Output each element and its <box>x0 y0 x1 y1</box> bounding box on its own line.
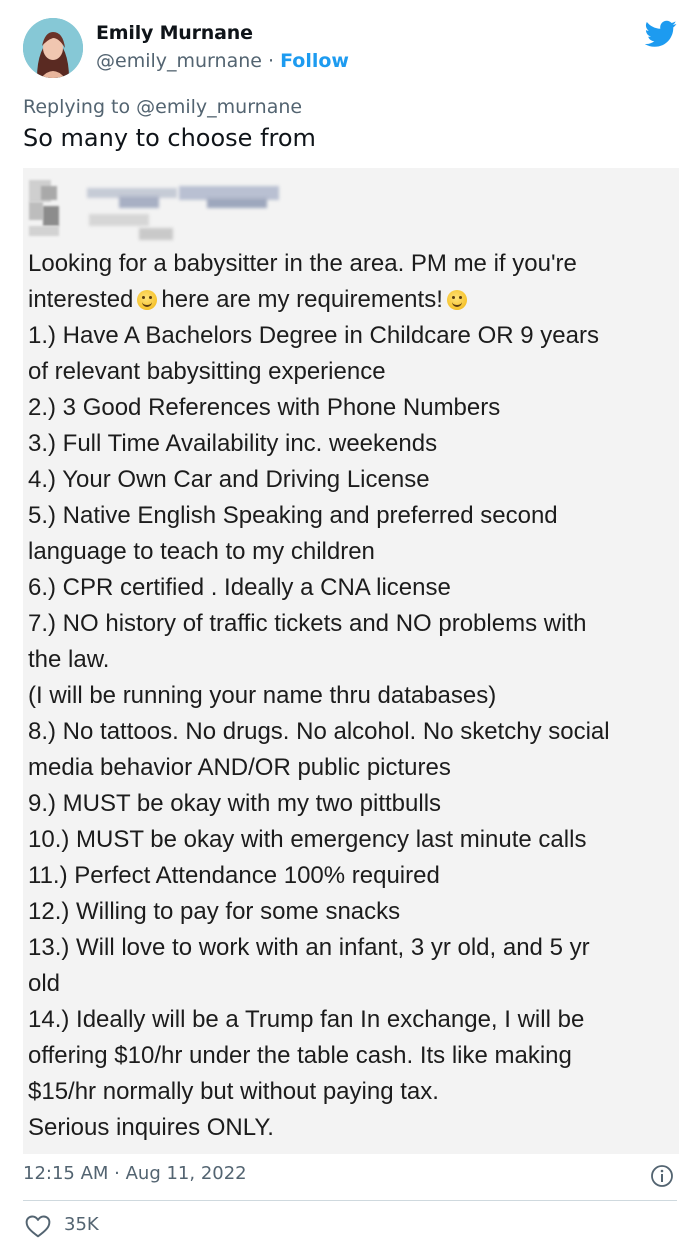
post-line: Looking for a babysitter in the area. PM me if you're <box>28 250 577 277</box>
separator-dot: · <box>261 50 281 72</box>
heart-icon[interactable] <box>25 1214 51 1238</box>
reply-mention-link[interactable]: @emily_murnane <box>136 96 303 118</box>
post-line: 11.) Perfect Attendance 100% required <box>28 862 440 889</box>
post-line: old <box>28 970 61 997</box>
post-line: (I will be running your name thru databases) <box>28 682 497 709</box>
author-meta <box>96 50 349 72</box>
post-line: language to teach to my children <box>28 538 375 565</box>
tweet-text: So many to choose from <box>23 124 316 152</box>
post-line: 6.) CPR certified . Ideally a CNA license <box>28 574 451 601</box>
post-line: 4.) Your Own Car and Driving License <box>28 466 430 493</box>
post-line: of relevant babysitting experience <box>28 358 386 385</box>
avatar-image <box>23 18 83 78</box>
blurred-profile <box>29 174 289 254</box>
post-line: 9.) MUST be okay with my two pittbulls <box>28 790 442 817</box>
post-line: the law. <box>28 646 110 673</box>
post-line: 7.) NO history of traffic tickets and NO problems with <box>28 610 587 637</box>
divider <box>23 1200 677 1201</box>
smiley-emoji-icon <box>137 290 157 310</box>
author-handle[interactable]: @emily_murnane <box>96 50 262 72</box>
replying-prefix: Replying to <box>23 96 137 118</box>
twitter-bird-icon[interactable] <box>645 20 677 48</box>
avatar[interactable] <box>23 18 83 78</box>
replying-to <box>23 96 302 118</box>
post-line-segment: here are my requirements! <box>161 286 443 313</box>
post-line: 13.) Will love to work with an infant, 3 yr old, and 5 yr <box>28 934 590 961</box>
like-count[interactable]: 35K <box>64 1214 99 1235</box>
post-line: 5.) Native English Speaking and preferred second <box>28 502 558 529</box>
post-line: 3.) Full Time Availability inc. weekends <box>28 430 438 457</box>
smiley-emoji-icon <box>447 290 467 310</box>
post-line: 12.) Willing to pay for some snacks <box>28 898 401 925</box>
post-line: 1.) Have A Bachelors Degree in Childcare OR 9 years <box>28 322 599 349</box>
attached-screenshot[interactable] <box>23 168 679 1154</box>
post-body <box>28 246 673 1146</box>
tweet-timestamp[interactable]: 12:15 AM · Aug 11, 2022 <box>23 1163 247 1184</box>
post-line: $15/hr normally but without paying tax. <box>28 1078 439 1105</box>
author-name[interactable]: Emily Murnane <box>96 22 253 44</box>
post-line: 14.) Ideally will be a Trump fan In exchange, I will be <box>28 1006 585 1033</box>
post-line: Serious inquires ONLY. <box>28 1114 274 1141</box>
info-icon[interactable] <box>650 1164 674 1188</box>
post-line-segment: interested <box>28 286 134 313</box>
post-line: media behavior AND/OR public pictures <box>28 754 451 781</box>
post-line: 8.) No tattoos. No drugs. No alcohol. No sketchy social <box>28 718 610 745</box>
post-line <box>28 282 673 318</box>
follow-button[interactable]: Follow <box>280 50 349 72</box>
post-line: offering $10/hr under the table cash. Its like making <box>28 1042 572 1069</box>
post-line: 10.) MUST be okay with emergency last minute calls <box>28 826 587 853</box>
post-line: 2.) 3 Good References with Phone Numbers <box>28 394 501 421</box>
